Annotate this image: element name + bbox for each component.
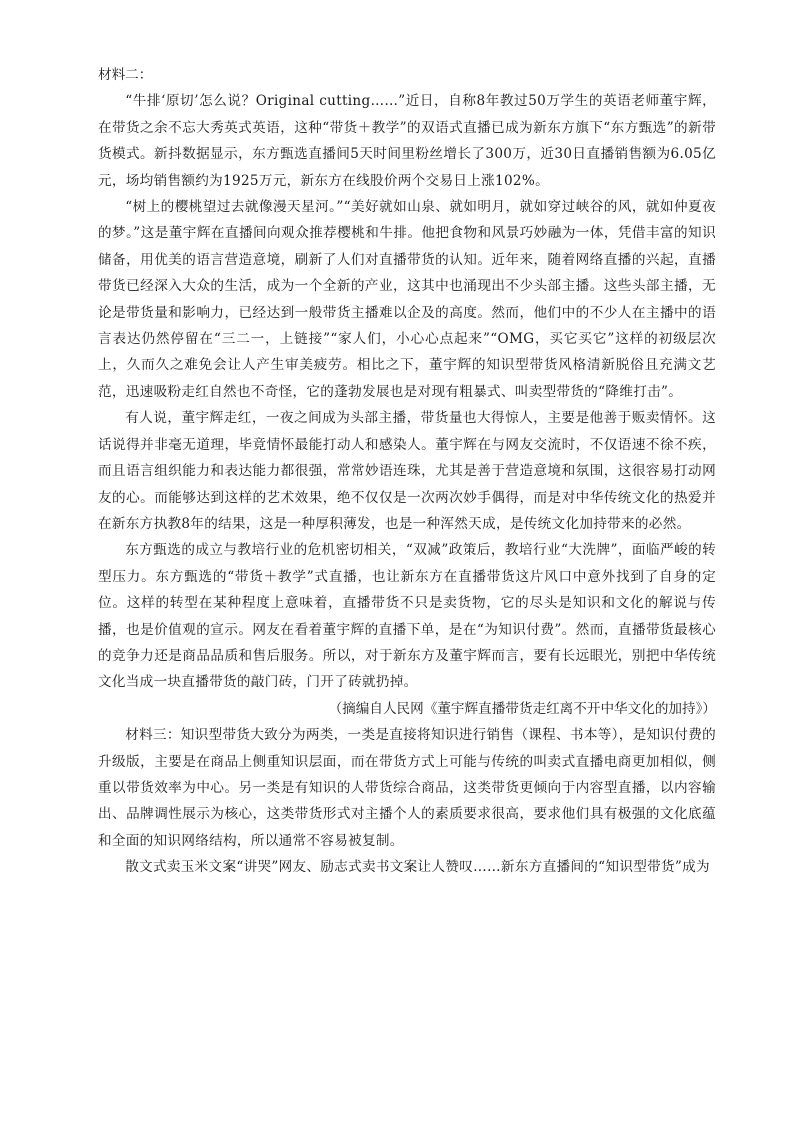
material-two-paragraph-3: 有人说，董宇辉走红，一夜之间成为头部主播，带货量也大得惊人，主要是他善于贩卖情怀。这话说得并非毫无道理，毕竟情怀最能打动人和感染人。董宇辉在与网友交流时，不仅语速不徐不疾，而且语言组织能力和表达能力都很强，常常妙语连珠，尤其是善于营造意境和氛围，这很容易打动网友的心。而能够达到这样的艺术效果，绝不仅仅是一次两次妙手偶得，而是对中华传统文化的热爱并在新东方执教8年的结果，这是一种厚积薄发，也是一种浑然天成，是传统文化加持带来的必然。	[98, 410, 716, 532]
material-two-paragraph-4: 东方甄选的成立与教培行业的危机密切相关，“双减”政策后，教培行业“大洗牌”，面临严峻的转型压力。东方甄选的“带货＋教学”式直播，也让新东方在直播带货这片风口中意外找到了自身的定位。这样的转型在某种程度上意味着，直播带货不只是卖货物，它的尽头是知识和文化的解说与传播，也是价值观的宣示。网友在看着董宇辉的直播下单，是在“为知识付费”。然而，直播带货最核心的竞争力还是商品品质和售后服务。所以，对于新东方及董宇辉而言，要有长远眼光，别把中华传统文化当成一块直播带货的敲门砖，门开了砖就扔掉。	[98, 542, 716, 691]
material-two-paragraph-1: “牛排‘原切’怎么说？Original cutting……”近日，自称8年教过50万学生的英语老师董宇辉，在带货之余不忘大秀英式英语，这种“带货＋教学”的双语式直播已成为新东方旗下“东方甄选”的新带货模式。新抖数据显示，东方甄选直播间5天时间里粉丝增长了300万，近30日直播销售额为6.05亿元，场均销售额约为1925万元，新东方在线股价两个交易日上涨102%。	[98, 93, 716, 189]
material-two-heading: 材料二：	[98, 67, 153, 83]
material-three-paragraph-2: 散文式卖玉米文案“讲哭”网友、励志式卖书文案让人赞叹……新东方直播间的“知识型带货”成为	[125, 859, 710, 876]
document-body	[98, 62, 716, 881]
material-two-paragraph-2: “树上的樱桃望过去就像漫天星河。”“美好就如山泉、就如明月，就如穿过峡谷的风，就如仲夏夜的梦。”这是董宇辉在直播间向观众推荐樱桃和牛排。他把食物和风景巧妙融为一体，凭借丰富的知识储备，用优美的语言营造意境，刷新了人们对直播带货的认知。近年来，随着网络直播的兴起，直播带货已经深入大众的生活，成为一个全新的产业，这其中也涌现出不少头部主播。这些头部主播，无论是带货量和影响力，已经达到一般带货主播难以企及的高度。然而，他们中的不少人在主播中的语言表达仍然停留在“三二一，上链接”“家人们，小心心点起来”“OMG，买它买它”这样的初级层次上，久而久之难免会让人产生审美疲劳。相比之下，董宇辉的知识型带货风格清新脱俗且充满文艺范，迅速吸粉走红自然也不奇怪，它的蓬勃发展也是对现有粗暴式、叫卖型带货的“降维打击”。	[98, 199, 716, 400]
material-two-source: （摘编自人民网《董宇辉直播带货走红离不开中华文化的加持》）	[328, 700, 716, 717]
material-three-paragraph-1: 材料三：知识型带货大致分为两类，一类是直接将知识进行销售（课程、书本等），是知识付费的升级版，主要是在商品上侧重知识层面，而在带货方式上可能与传统的叫卖式直播电商更加相似，侧重以带货效率为中心。另一类是有知识的人带货综合商品，这类带货更倾向于内容型直播，以内容输出、品牌调性展示为核心，这类带货形式对主播个人的素质要求很高，要求他们具有极强的文化底蕴和全面的知识网络结构，所以通常不容易被复制。	[98, 727, 716, 849]
